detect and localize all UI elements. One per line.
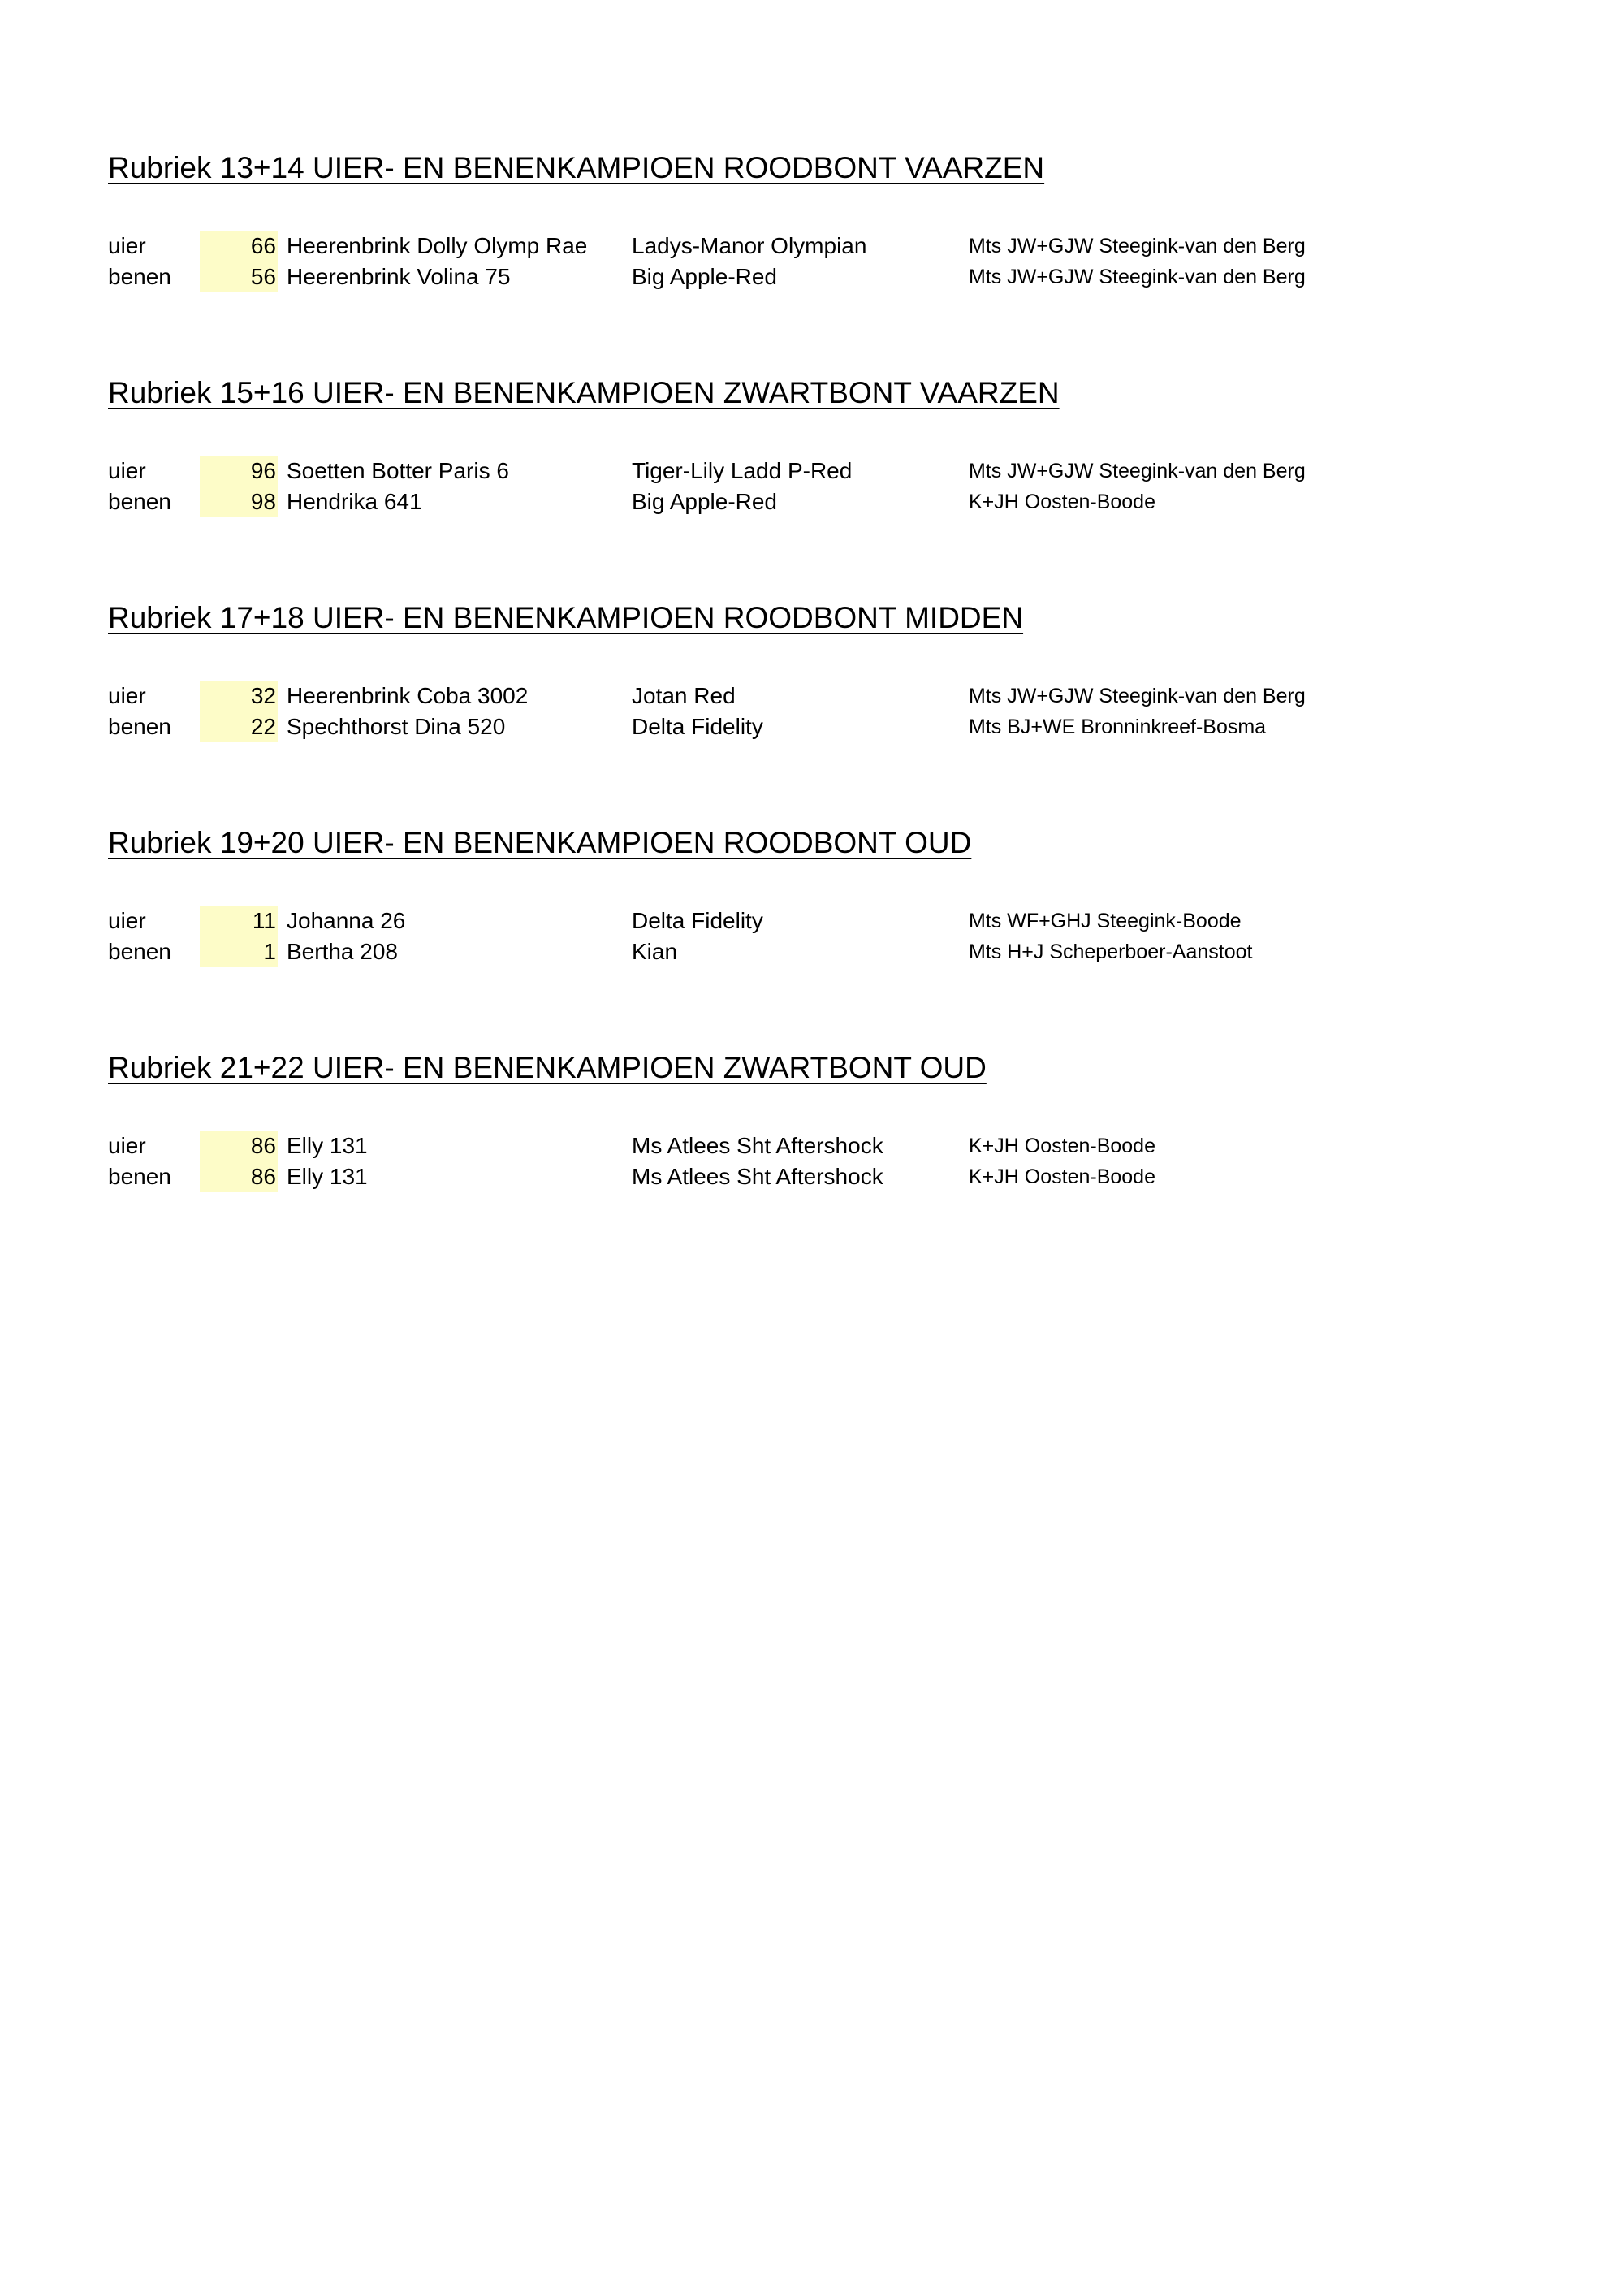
row-number xyxy=(200,906,278,936)
row-animal-name: Elly 131 xyxy=(287,1164,368,1189)
row-sire: Ladys-Manor Olympian xyxy=(632,233,867,258)
row-type: uier xyxy=(108,458,146,483)
row-number-value: 98 xyxy=(250,489,276,514)
row-number xyxy=(200,231,278,262)
row-sire: Tiger-Lily Ladd P-Red xyxy=(632,458,853,483)
row-owner: Mts WF+GHJ Steegink-Boode xyxy=(969,910,1242,932)
row-sire: Big Apple-Red xyxy=(632,264,778,289)
table-row xyxy=(0,486,1624,517)
row-sire: Ms Atlees Sht Aftershock xyxy=(632,1133,883,1158)
row-animal-name: Soetten Botter Paris 6 xyxy=(287,458,509,483)
row-animal-name: Elly 131 xyxy=(287,1133,368,1158)
section-heading: Rubriek 21+22 UIER- EN BENENKAMPIOEN ZWARTBONT OUD xyxy=(108,1051,987,1084)
row-number xyxy=(200,1161,278,1192)
table-row xyxy=(0,231,1624,262)
row-type: uier xyxy=(108,233,146,258)
row-owner: Mts JW+GJW Steegink-van den Berg xyxy=(969,235,1306,257)
row-number-value: 86 xyxy=(250,1133,276,1158)
row-type: benen xyxy=(108,1164,171,1189)
row-number-value: 66 xyxy=(250,233,276,258)
row-sire: Kian xyxy=(632,939,678,964)
row-animal-name: Heerenbrink Coba 3002 xyxy=(287,683,529,708)
row-sire: Delta Fidelity xyxy=(632,908,763,933)
table-row xyxy=(0,906,1624,936)
row-type: uier xyxy=(108,908,146,933)
row-type: benen xyxy=(108,939,171,964)
row-number xyxy=(200,1131,278,1161)
table-row xyxy=(0,936,1624,967)
row-animal-name: Heerenbrink Volina 75 xyxy=(287,264,511,289)
row-number-value: 96 xyxy=(250,458,276,483)
row-sire: Jotan Red xyxy=(632,683,736,708)
row-type: benen xyxy=(108,264,171,289)
row-owner: K+JH Oosten-Boode xyxy=(969,1165,1155,1188)
row-number xyxy=(200,936,278,967)
row-number-value: 86 xyxy=(250,1164,276,1189)
row-owner: K+JH Oosten-Boode xyxy=(969,491,1155,513)
table-row xyxy=(0,711,1624,742)
section-heading: Rubriek 15+16 UIER- EN BENENKAMPIOEN ZWARTBONT VAARZEN xyxy=(108,376,1060,409)
row-sire: Delta Fidelity xyxy=(632,714,763,739)
table-row xyxy=(0,1161,1624,1192)
row-animal-name: Bertha 208 xyxy=(287,939,398,964)
row-number-value: 11 xyxy=(252,908,276,933)
row-number-value: 22 xyxy=(250,714,276,739)
row-number xyxy=(200,681,278,711)
row-number-value: 1 xyxy=(263,939,276,964)
row-owner: K+JH Oosten-Boode xyxy=(969,1135,1155,1157)
row-number-value: 32 xyxy=(250,683,276,708)
row-animal-name: Johanna 26 xyxy=(287,908,406,933)
row-type: benen xyxy=(108,489,171,514)
row-owner: Mts JW+GJW Steegink-van den Berg xyxy=(969,460,1306,482)
section-heading: Rubriek 19+20 UIER- EN BENENKAMPIOEN ROODBONT OUD xyxy=(108,826,972,859)
section-heading: Rubriek 13+14 UIER- EN BENENKAMPIOEN ROODBONT VAARZEN xyxy=(108,151,1045,184)
row-owner: Mts JW+GJW Steegink-van den Berg xyxy=(969,685,1306,707)
row-animal-name: Spechthorst Dina 520 xyxy=(287,714,506,739)
row-type: uier xyxy=(108,1133,146,1158)
row-number xyxy=(200,262,278,292)
table-row xyxy=(0,681,1624,711)
table-row xyxy=(0,456,1624,486)
row-sire: Big Apple-Red xyxy=(632,489,778,514)
row-type: benen xyxy=(108,714,171,739)
row-animal-name: Hendrika 641 xyxy=(287,489,422,514)
row-number-value: 56 xyxy=(250,264,276,289)
row-owner: Mts JW+GJW Steegink-van den Berg xyxy=(969,266,1306,288)
row-type: uier xyxy=(108,683,146,708)
row-owner: Mts BJ+WE Bronninkreef-Bosma xyxy=(969,716,1267,738)
table-row xyxy=(0,1131,1624,1161)
row-sire: Ms Atlees Sht Aftershock xyxy=(632,1164,883,1189)
row-number xyxy=(200,486,278,517)
table-row xyxy=(0,262,1624,292)
row-number xyxy=(200,456,278,486)
row-number xyxy=(200,711,278,742)
section-heading: Rubriek 17+18 UIER- EN BENENKAMPIOEN ROODBONT MIDDEN xyxy=(108,601,1024,634)
row-animal-name: Heerenbrink Dolly Olymp Rae xyxy=(287,233,588,258)
row-owner: Mts H+J Scheperboer-Aanstoot xyxy=(969,940,1253,963)
